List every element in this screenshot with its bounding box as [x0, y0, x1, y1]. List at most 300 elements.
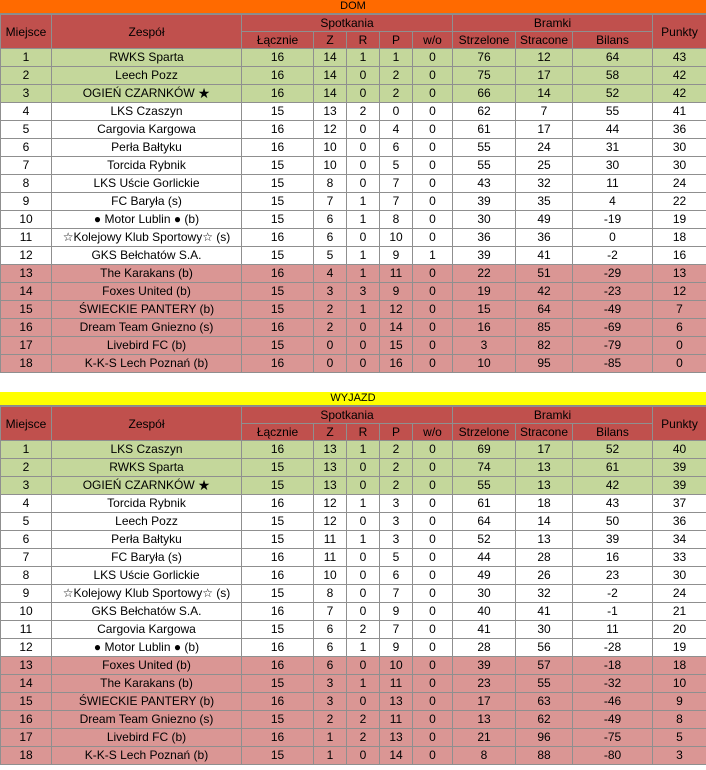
cell-points-text: 5: [676, 730, 683, 744]
cell-scored-text: 28: [477, 640, 491, 654]
header-scored: Strzelone: [453, 424, 516, 441]
cell-place: [1, 283, 52, 301]
cell-conceded-text: 17: [537, 122, 551, 136]
cell-draws: [347, 531, 380, 549]
home-standings-table: [0, 14, 706, 373]
cell-draws-text: 0: [359, 460, 367, 474]
cell-walkovers: [413, 459, 453, 477]
cell-balance: [573, 513, 653, 531]
cell-wins: [314, 67, 347, 85]
cell-total-text: 15: [270, 712, 285, 726]
cell-walkovers-text: 0: [429, 284, 436, 298]
cell-points-text: 19: [672, 640, 687, 654]
cell-losses: [380, 459, 413, 477]
cell-losses: [380, 103, 413, 121]
header-balance: Bilans: [573, 424, 653, 441]
cell-walkovers-text: 0: [429, 712, 436, 726]
cell-draws-text: 0: [359, 694, 367, 708]
header-points: Punkty: [653, 407, 706, 441]
cell-points: [653, 657, 706, 675]
cell-total: [242, 477, 314, 495]
cell-points-text: 19: [672, 212, 687, 226]
header-wins: Z: [314, 32, 347, 49]
cell-total-text: 16: [270, 266, 285, 280]
cell-walkovers: [413, 211, 453, 229]
cell-balance-text: 16: [605, 550, 620, 564]
cell-walkovers-text: 0: [429, 730, 436, 744]
cell-scored-text: 64: [477, 514, 491, 528]
cell-conceded: [516, 283, 573, 301]
cell-points-text: 42: [672, 68, 687, 82]
cell-losses: [380, 229, 413, 247]
cell-conceded-text: 82: [537, 338, 551, 352]
cell-draws-text: 1: [359, 640, 367, 654]
cell-points-text: 43: [672, 50, 687, 64]
cell-scored-text: 16: [477, 320, 491, 334]
cell-place-text: 18: [19, 748, 33, 762]
cell-scored: [453, 513, 516, 531]
cell-conceded-text: 85: [537, 320, 551, 334]
cell-wins-text: 1: [326, 730, 334, 744]
cell-walkovers: [413, 567, 453, 585]
header-walkovers: w/o: [413, 424, 453, 441]
cell-conceded-text: 12: [537, 50, 551, 64]
cell-scored: [453, 355, 516, 373]
cell-points-text: 22: [672, 194, 687, 208]
cell-team-text: FC Baryła (s): [111, 550, 182, 564]
cell-team-text: FC Baryła (s): [111, 194, 182, 208]
cell-conceded: [516, 355, 573, 373]
cell-losses-text: 12: [389, 302, 403, 316]
cell-conceded: [516, 549, 573, 567]
table-row: [1, 121, 706, 139]
cell-team-text: Foxes United (b): [102, 658, 191, 672]
cell-wins: [314, 121, 347, 139]
table-row: [1, 531, 706, 549]
cell-scored-text: 36: [477, 230, 491, 244]
cell-team-text: ● Motor Lublin ● (b): [93, 640, 200, 654]
cell-walkovers-text: 0: [429, 748, 436, 762]
cell-draws: [347, 477, 380, 495]
cell-conceded-text: 36: [537, 230, 551, 244]
cell-scored-text: 44: [477, 550, 491, 564]
cell-draws-text: 0: [359, 568, 367, 582]
cell-wins: [314, 301, 347, 319]
cell-scored-text: 66: [477, 86, 491, 100]
table-row: [1, 103, 706, 121]
cell-draws: [347, 247, 380, 265]
cell-team: [52, 247, 242, 265]
cell-total: [242, 603, 314, 621]
cell-walkovers-text: 0: [429, 212, 436, 226]
cell-points-text: 24: [672, 586, 687, 600]
cell-walkovers: [413, 355, 453, 373]
cell-wins: [314, 355, 347, 373]
cell-scored-text: 17: [477, 694, 491, 708]
cell-place: [1, 67, 52, 85]
cell-total-text: 16: [270, 50, 285, 64]
cell-team: [52, 337, 242, 355]
cell-walkovers-text: 0: [429, 622, 436, 636]
cell-scored-text: 3: [480, 338, 488, 352]
cell-total-text: 15: [270, 586, 285, 600]
header-conceded: Stracone: [516, 32, 573, 49]
cell-wins-text: 7: [326, 604, 334, 618]
cell-scored: [453, 639, 516, 657]
away-standings-table: [0, 406, 706, 765]
cell-points-text: 0: [676, 338, 683, 352]
cell-scored-text: 40: [477, 604, 491, 618]
cell-points-text: 36: [672, 122, 687, 136]
cell-losses-text: 13: [389, 730, 403, 744]
cell-scored: [453, 211, 516, 229]
cell-total-text: 16: [270, 356, 285, 370]
cell-points: [653, 229, 706, 247]
cell-wins: [314, 657, 347, 675]
cell-wins: [314, 693, 347, 711]
cell-scored-text: 39: [477, 194, 491, 208]
cell-balance-text: -18: [603, 658, 622, 672]
cell-scored: [453, 675, 516, 693]
cell-balance: [573, 639, 653, 657]
cell-team-text: Torcida Rybnik: [107, 158, 186, 172]
cell-place-text: 4: [22, 104, 30, 118]
cell-points: [653, 459, 706, 477]
cell-team: [52, 85, 242, 103]
cell-points-text: 39: [672, 460, 687, 474]
cell-conceded-text: 17: [537, 68, 551, 82]
cell-draws-text: 1: [359, 532, 367, 546]
cell-losses: [380, 85, 413, 103]
cell-walkovers-text: 0: [429, 230, 436, 244]
cell-balance: [573, 355, 653, 373]
table-row: [1, 729, 706, 747]
header-draws: R: [347, 32, 380, 49]
cell-wins-text: 2: [326, 320, 334, 334]
header-scored: Strzelone: [453, 32, 516, 49]
cell-walkovers-text: 0: [429, 104, 436, 118]
cell-conceded: [516, 229, 573, 247]
cell-points-text: 3: [676, 748, 683, 762]
cell-place: [1, 639, 52, 657]
cell-conceded-text: 95: [537, 356, 551, 370]
cell-losses-text: 4: [392, 122, 400, 136]
cell-wins-text: 13: [323, 442, 337, 456]
cell-team-text: Livebird FC (b): [106, 730, 187, 744]
cell-draws: [347, 603, 380, 621]
table-row: [1, 441, 706, 459]
cell-total-text: 16: [270, 694, 285, 708]
cell-scored: [453, 621, 516, 639]
cell-team: [52, 513, 242, 531]
cell-wins: [314, 49, 347, 67]
cell-conceded: [516, 693, 573, 711]
cell-wins-text: 8: [326, 586, 334, 600]
cell-team-text: Dream Team Gniezno (s): [79, 712, 214, 726]
cell-losses: [380, 355, 413, 373]
cell-conceded: [516, 639, 573, 657]
cell-losses-text: 3: [392, 496, 400, 510]
cell-place: [1, 477, 52, 495]
home-table-title: DOM: [0, 0, 706, 14]
cell-balance: [573, 567, 653, 585]
header-total: Łącznie: [242, 32, 314, 49]
cell-losses-text: 15: [389, 338, 403, 352]
cell-points: [653, 49, 706, 67]
header-matches: Spotkania: [242, 15, 453, 32]
cell-conceded-text: 18: [537, 496, 551, 510]
cell-place: [1, 319, 52, 337]
cell-place: [1, 211, 52, 229]
cell-walkovers-text: 0: [429, 140, 436, 154]
cell-balance: [573, 747, 653, 765]
cell-place: [1, 675, 52, 693]
table-header: [1, 407, 706, 441]
cell-place-text: 8: [22, 568, 30, 582]
cell-total: [242, 319, 314, 337]
cell-place-text: 10: [19, 212, 33, 226]
cell-conceded-text: 57: [537, 658, 551, 672]
cell-losses: [380, 585, 413, 603]
cell-walkovers: [413, 603, 453, 621]
cell-scored: [453, 283, 516, 301]
cell-team-text: Perła Bałtyku: [111, 140, 182, 154]
cell-scored-text: 39: [477, 248, 491, 262]
cell-points: [653, 639, 706, 657]
cell-total: [242, 711, 314, 729]
cell-conceded: [516, 211, 573, 229]
cell-conceded: [516, 193, 573, 211]
cell-team: [52, 193, 242, 211]
cell-points-text: 10: [672, 676, 687, 690]
cell-balance: [573, 283, 653, 301]
cell-place: [1, 747, 52, 765]
cell-scored-text: 21: [477, 730, 491, 744]
cell-draws-text: 1: [359, 194, 367, 208]
cell-wins-text: 14: [323, 86, 337, 100]
cell-team: [52, 693, 242, 711]
cell-scored: [453, 319, 516, 337]
cell-walkovers-text: 0: [429, 676, 436, 690]
cell-points-text: 30: [672, 568, 687, 582]
cell-losses-text: 10: [389, 230, 403, 244]
cell-total: [242, 639, 314, 657]
cell-draws: [347, 567, 380, 585]
table-row: [1, 319, 706, 337]
cell-team: [52, 139, 242, 157]
cell-place-text: 15: [19, 302, 33, 316]
cell-total-text: 15: [270, 460, 285, 474]
cell-points-text: 30: [672, 158, 687, 172]
cell-balance: [573, 675, 653, 693]
cell-wins: [314, 585, 347, 603]
cell-total-text: 16: [270, 122, 285, 136]
cell-losses-text: 2: [392, 460, 400, 474]
cell-balance-text: 4: [609, 194, 616, 208]
cell-team-text: Cargovia Kargowa: [97, 622, 196, 636]
cell-draws: [347, 549, 380, 567]
cell-place-text: 8: [22, 176, 30, 190]
table-row: [1, 675, 706, 693]
cell-place-text: 3: [22, 86, 30, 100]
cell-wins-text: 10: [323, 140, 337, 154]
cell-points: [653, 585, 706, 603]
cell-conceded-text: 28: [537, 550, 551, 564]
cell-walkovers: [413, 193, 453, 211]
cell-team: [52, 747, 242, 765]
cell-walkovers: [413, 67, 453, 85]
cell-walkovers-text: 0: [429, 68, 436, 82]
cell-losses-text: 7: [392, 622, 400, 636]
cell-draws: [347, 265, 380, 283]
cell-total: [242, 621, 314, 639]
cell-draws: [347, 441, 380, 459]
header-matches: Spotkania: [242, 407, 453, 424]
cell-draws-text: 0: [359, 68, 367, 82]
cell-draws: [347, 693, 380, 711]
cell-points: [653, 747, 706, 765]
cell-place-text: 9: [22, 194, 30, 208]
cell-points-text: 34: [672, 532, 687, 546]
cell-place: [1, 229, 52, 247]
cell-place: [1, 549, 52, 567]
cell-walkovers: [413, 229, 453, 247]
cell-place-text: 12: [19, 640, 33, 654]
cell-team-text: LKS Czaszyn: [110, 442, 183, 456]
table-row: [1, 567, 706, 585]
cell-team-text: RWKS Sparta: [109, 460, 184, 474]
cell-losses: [380, 549, 413, 567]
cell-total-text: 16: [270, 68, 285, 82]
cell-losses-text: 7: [392, 194, 400, 208]
cell-scored-text: 30: [477, 586, 491, 600]
cell-balance: [573, 337, 653, 355]
cell-scored: [453, 85, 516, 103]
cell-scored: [453, 193, 516, 211]
cell-team-text: Foxes United (b): [102, 284, 191, 298]
header-team: Zespół: [52, 15, 242, 49]
cell-total-text: 16: [270, 730, 285, 744]
cell-walkovers-text: 0: [429, 460, 436, 474]
cell-walkovers: [413, 337, 453, 355]
cell-team-text: K-K-S Lech Poznań (b): [84, 356, 209, 370]
cell-losses-text: 16: [389, 356, 403, 370]
header-losses: P: [380, 424, 413, 441]
cell-balance-text: 11: [606, 176, 619, 190]
cell-team-text: ŚWIECKIE PANTERY (b): [78, 694, 215, 708]
cell-balance-text: -2: [607, 586, 618, 600]
cell-wins-text: 10: [323, 568, 337, 582]
cell-walkovers: [413, 49, 453, 67]
cell-walkovers: [413, 157, 453, 175]
cell-wins: [314, 139, 347, 157]
cell-walkovers: [413, 513, 453, 531]
cell-total: [242, 549, 314, 567]
cell-wins: [314, 157, 347, 175]
table-row: [1, 283, 706, 301]
cell-losses: [380, 247, 413, 265]
table-row: [1, 603, 706, 621]
cell-place: [1, 337, 52, 355]
cell-conceded-text: 13: [537, 478, 551, 492]
cell-team-text: Cargovia Kargowa: [97, 122, 196, 136]
cell-walkovers: [413, 675, 453, 693]
cell-balance-text: 55: [605, 104, 620, 118]
cell-losses-text: 2: [392, 86, 400, 100]
cell-balance-text: -28: [603, 640, 622, 654]
cell-balance: [573, 103, 653, 121]
cell-total: [242, 513, 314, 531]
cell-draws: [347, 85, 380, 103]
cell-points: [653, 175, 706, 193]
cell-place: [1, 693, 52, 711]
cell-walkovers-text: 0: [429, 478, 436, 492]
cell-walkovers: [413, 729, 453, 747]
cell-walkovers-text: 0: [429, 604, 436, 618]
cell-losses-text: 7: [392, 176, 400, 190]
cell-team: [52, 459, 242, 477]
cell-conceded: [516, 513, 573, 531]
cell-conceded-text: 13: [537, 532, 551, 546]
cell-place-text: 18: [19, 356, 33, 370]
cell-team-text: GKS Bełchatów S.A.: [91, 248, 202, 262]
cell-draws: [347, 193, 380, 211]
cell-points: [653, 139, 706, 157]
cell-wins-text: 0: [326, 338, 334, 352]
cell-points-text: 18: [672, 230, 687, 244]
cell-team: [52, 585, 242, 603]
cell-scored-text: 55: [477, 478, 491, 492]
cell-wins: [314, 265, 347, 283]
cell-walkovers: [413, 693, 453, 711]
cell-wins-text: 13: [323, 104, 337, 118]
cell-points: [653, 621, 706, 639]
header-place: Miejsce: [1, 15, 52, 49]
cell-conceded-text: 32: [537, 586, 551, 600]
table-row: [1, 247, 706, 265]
cell-draws: [347, 301, 380, 319]
header-goals: Bramki: [453, 15, 653, 32]
cell-conceded-text: 96: [537, 730, 551, 744]
cell-points: [653, 103, 706, 121]
cell-walkovers-text: 0: [429, 442, 436, 456]
cell-points: [653, 729, 706, 747]
cell-draws-text: 0: [359, 356, 367, 370]
cell-balance: [573, 265, 653, 283]
cell-draws-text: 0: [359, 122, 367, 136]
cell-scored: [453, 495, 516, 513]
cell-place: [1, 729, 52, 747]
cell-wins: [314, 495, 347, 513]
cell-total-text: 16: [270, 658, 285, 672]
cell-conceded: [516, 585, 573, 603]
cell-points: [653, 495, 706, 513]
cell-balance: [573, 531, 653, 549]
cell-scored-text: 19: [477, 284, 491, 298]
cell-walkovers-text: 0: [429, 50, 436, 64]
cell-losses-text: 3: [392, 532, 400, 546]
cell-scored: [453, 175, 516, 193]
table-row: [1, 265, 706, 283]
cell-conceded: [516, 85, 573, 103]
cell-place: [1, 495, 52, 513]
cell-scored-text: 43: [477, 176, 491, 190]
cell-wins-text: 12: [323, 122, 337, 136]
cell-wins-text: 8: [326, 176, 334, 190]
table-row: [1, 693, 706, 711]
cell-conceded-text: 25: [537, 158, 551, 172]
table-row: [1, 477, 706, 495]
